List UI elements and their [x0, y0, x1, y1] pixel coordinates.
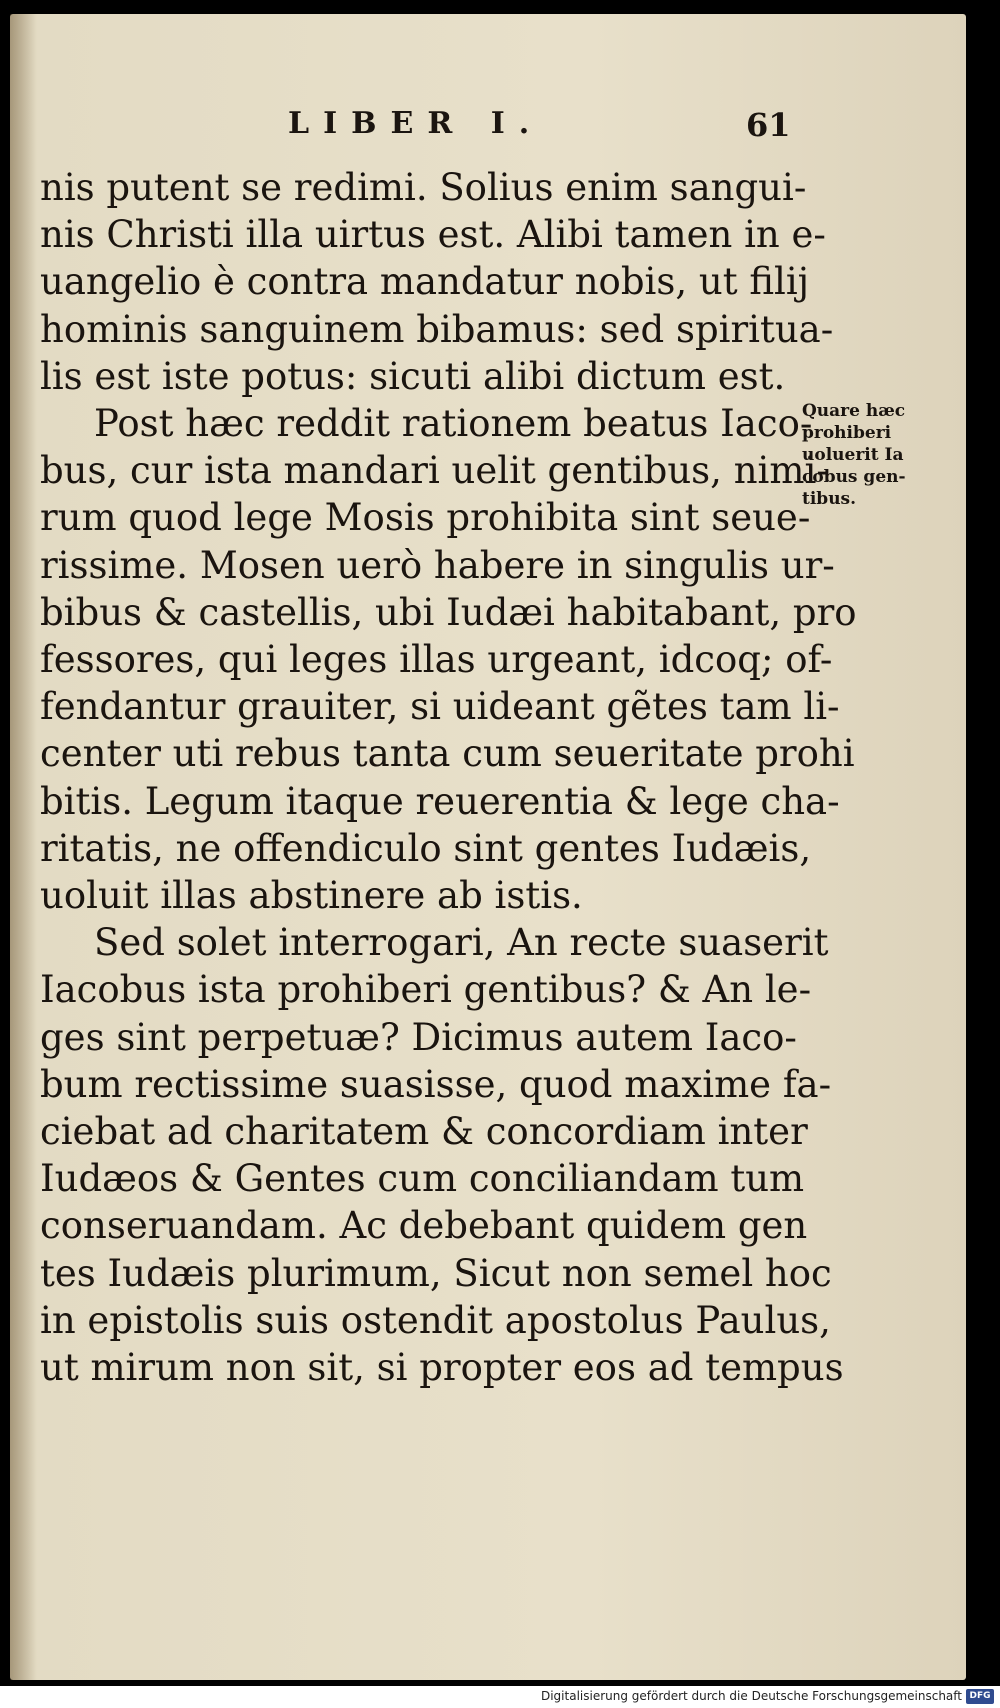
- marginal-note: [802, 400, 932, 510]
- text-line: nis Christi illa uirtus est. Alibi tamen in e-: [40, 213, 826, 257]
- text-line: bitis. Legum itaque reuerentia & lege cha-: [40, 779, 840, 823]
- marginal-note-line: Quare hæc: [802, 401, 906, 421]
- text-line: Iudæos & Gentes cum conciliandam tum: [40, 1157, 805, 1201]
- text-line: Iacobus ista prohiberi gentibus? & An le-: [40, 968, 812, 1012]
- text-line: conseruandam. Ac debebant quidem gen: [40, 1204, 808, 1248]
- text-line: ut mirum non sit, si propter eos ad tempus: [40, 1346, 844, 1390]
- text-line: ges sint perpetuæ? Dicimus autem Iaco-: [40, 1015, 797, 1059]
- text-line: in epistolis suis ostendit apostolus Paulus,: [40, 1298, 831, 1342]
- text-line: rissime. Mosen uerò habere in singulis ur-: [40, 543, 835, 587]
- digitization-footer: [0, 1686, 1000, 1708]
- marginal-note-line: cobus gen-: [802, 467, 906, 487]
- text-line: ciebat ad charitatem & concordiam inter: [40, 1110, 808, 1154]
- text-line: bum rectissime suasisse, quod maxime fa-: [40, 1062, 832, 1106]
- marginal-note-line: tibus.: [802, 489, 857, 509]
- text-line: uangelio è contra mandatur nobis, ut filij: [40, 260, 810, 304]
- text-line: fessores, qui leges illas urgeant, idcoq; of-: [40, 638, 833, 682]
- page-header: [10, 106, 966, 154]
- text-line: Sed solet interrogari, An recte suaserit: [94, 921, 829, 965]
- text-line: uoluit illas abstinere ab istis.: [40, 874, 583, 918]
- text-line: lis est iste potus: sicuti alibi dictum est.: [40, 354, 786, 398]
- funding-credit: Digitalisierung gefördert durch die Deutsche Forschungsgemeinschaft: [540, 1689, 962, 1703]
- text-line: hominis sanguinem bibamus: sed spiritua-: [40, 307, 834, 351]
- text-line: nis putent se redimi. Solius enim sangui-: [40, 166, 807, 209]
- marginal-note-line: prohiberi: [802, 423, 892, 443]
- text-line: fendantur grauiter, si uideant gẽtes tam li-: [40, 685, 840, 729]
- dfg-logo: DFG: [966, 1689, 994, 1704]
- text-line: tes Iudæis plurimum, Sicut non semel hoc: [40, 1251, 832, 1295]
- text-line: Post hæc reddit rationem beatus Iaco-: [94, 402, 813, 446]
- text-line: bus, cur ista mandari uelit gentibus, nimi-: [40, 449, 829, 493]
- page-number: 61: [746, 106, 791, 144]
- marginal-note-line: uoluerit Ia: [802, 445, 904, 465]
- running-head: LIBER I.: [288, 106, 544, 141]
- book-page: [10, 14, 966, 1680]
- text-line: rum quod lege Mosis prohibita sint seue-: [40, 496, 811, 540]
- text-line: ritatis, ne offendiculo sint gentes Iudæis,: [40, 826, 812, 870]
- text-line: bibus & castellis, ubi Iudæi habitabant, pro: [40, 590, 857, 634]
- text-line: center uti rebus tanta cum seueritate prohi: [40, 732, 855, 776]
- gutter-shadow: [10, 14, 36, 1680]
